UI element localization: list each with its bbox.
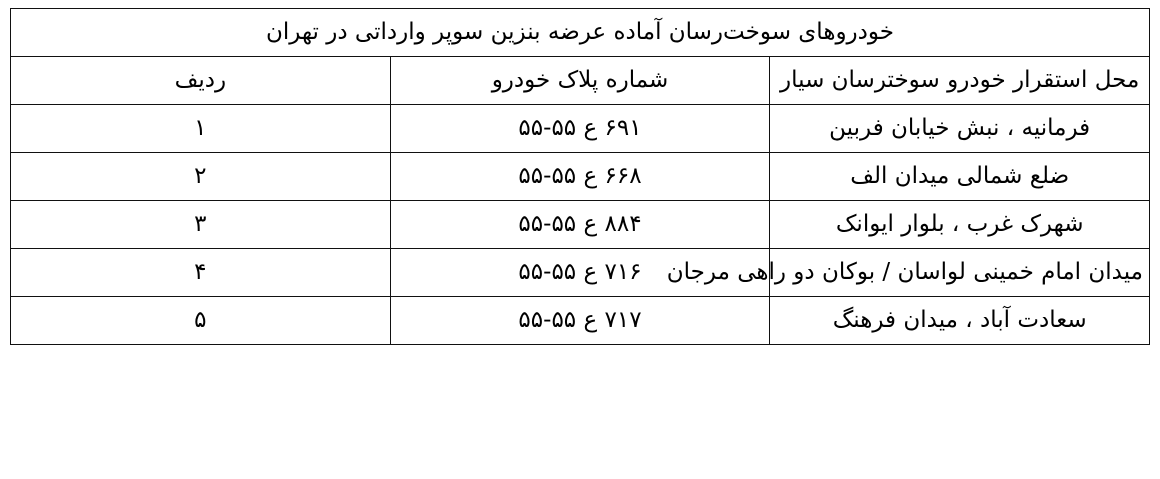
fuel-trucks-table	[10, 8, 1150, 345]
column-header-plate: شماره پلاک خودرو	[390, 57, 770, 105]
table-row	[11, 105, 1150, 153]
table-row	[11, 297, 1150, 345]
table-title: خودروهای سوخت‌رسان آماده عرضه بنزین سوپر وارداتی در تهران	[11, 9, 1150, 57]
cell-location: شهرک غرب ، بلوار ایوانک	[770, 201, 1150, 249]
cell-plate: ۷۱۷ ع ۵۵-۵۵	[390, 297, 770, 345]
cell-plate: ۶۶۸ ع ۵۵-۵۵	[390, 153, 770, 201]
cell-location: سعادت آباد ، میدان فرهنگ	[770, 297, 1150, 345]
cell-row-number: ۱	[11, 105, 391, 153]
cell-row-number: ۵	[11, 297, 391, 345]
cell-plate: ۸۸۴ ع ۵۵-۵۵	[390, 201, 770, 249]
cell-location: ضلع شمالی میدان الف	[770, 153, 1150, 201]
column-header-location: محل استقرار خودرو سوخترسان سیار	[770, 57, 1150, 105]
cell-location: فرمانیه ، نبش خیابان فربین	[770, 105, 1150, 153]
cell-row-number: ۴	[11, 249, 391, 297]
table-header-row	[11, 57, 1150, 105]
cell-plate: ۷۱۶ ع ۵۵-۵۵	[390, 249, 770, 297]
table-title-row	[11, 9, 1150, 57]
cell-plate: ۶۹۱ ع ۵۵-۵۵	[390, 105, 770, 153]
cell-location: میدان امام خمینی لواسان / بوکان دو راهی مرجان	[770, 249, 1150, 297]
cell-row-number: ۲	[11, 153, 391, 201]
table-row	[11, 249, 1150, 297]
table-row	[11, 201, 1150, 249]
cell-row-number: ۳	[11, 201, 391, 249]
table-row	[11, 153, 1150, 201]
column-header-row-number: ردیف	[11, 57, 391, 105]
